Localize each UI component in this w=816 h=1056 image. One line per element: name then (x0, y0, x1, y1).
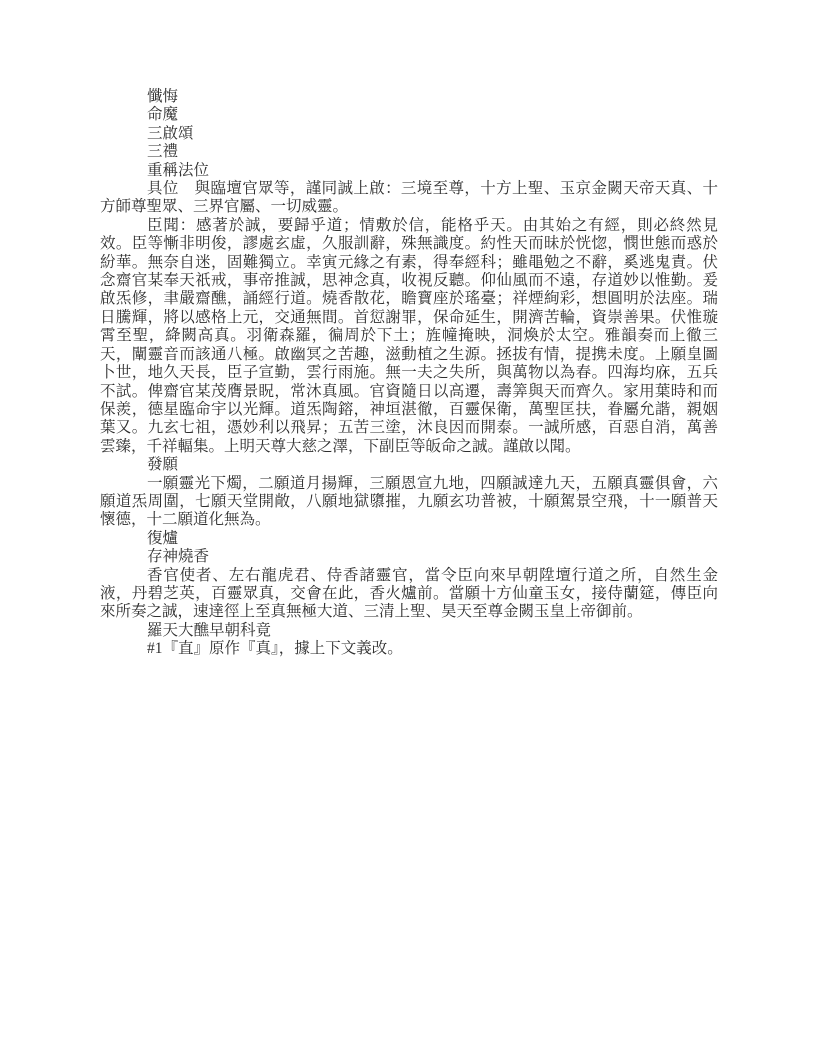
heading-fulu: 復爐 (147, 529, 179, 547)
paragraph-twelve-vows: 一願靈光下燭，二願道月揚輝，三願恩宣九地，四願誠達九天，五願真靈俱會，六願道炁周圍，七願天堂開敞，八願地獄隳摧，九願玄功普被，十願駕景空飛，十一願普天懷德，十二願道化無為。 (100, 474, 718, 529)
heading-fayuan: 發願 (147, 456, 179, 474)
heading-chongchengfawei: 重稱法位 (147, 161, 210, 179)
heading-sanli: 三禮 (147, 143, 179, 161)
heading-cunshen-shaoxiang: 存神燒香 (147, 548, 210, 566)
heading-mingmo: 命魔 (147, 106, 179, 124)
paragraph-incense-officials: 香官使者、左右龍虎君、侍香諸靈官，當令臣向來早朝陞壇行道之所，自然生金液，丹碧芝英，百靈眾真，交會在此，香火爐前。當願十方仙童玉女，接侍蘭筵，傳臣向來所奏之誠，速達徑上至真無極大道、三清上聖、昊天至尊金闕玉皇上帝御前。 (100, 566, 718, 621)
heading-sanqisong: 三啟頌 (147, 124, 194, 142)
paragraph-juwei-invocation: 具位 與臨壇官眾等，謹同誠上啟：三境至尊，十方上聖、玉京金闕天帝天真、十方師尊聖眾、三界官屬、一切威靈。 (100, 180, 718, 216)
text-block (100, 88, 718, 659)
footnote-textual-note: #1『直』原作『真』，據上下文義改。 (147, 640, 403, 658)
line-scripture-end: 羅天大醮早朝科竟 (147, 621, 272, 639)
heading-chanhui: 懺悔 (147, 88, 179, 105)
paragraph-chenwen-memorial: 臣聞：感著於誠，要歸乎道；情敷於信，能格乎天。由其始之有經，則必終然見效。臣等慚非明俊，謬處玄虛，久服訓辭，殊無識度。約性天而昧於恍惚，憫世態而惑於紛華。無奈自迷，固難獨立。幸寅元緣之有素，得奉經科；雖黽勉之不辭，奚逃鬼責。伏念齋官某奉天祇戒，事帝推誠，思神念真，收視反聽。仰仙風而不遠，存道妙以惟勤。爰啟炁修，聿嚴齋醮，誦經行道。燒香散花，瞻寶座於瑤臺；祥煙絢彩，想圓明於法座。瑞日騰輝，將以感格上元，交通無間。首愆謝罪，保命延生，開濟苦輪，資崇善果。伏惟璇霄至聖，絳闕高真。羽衛森羅，徧周於下土；旌幢掩映，洞煥於太空。雅韻奏而上徹三天，闡靈音而該通八極。啟幽冥之苦趣，滋動植之生源。拯拔有情，提携未度。上願皇圖卜世，地久天長，臣子宣勤，雲行雨施。無一夫之失所，與萬物以為春。四海均庥，五兵不試。俾齋官某茂膺景眖，常沐真風。官資隨日以高遷，壽筭與天而齊久。家用葉時和而保羨，德星臨命宇以光輝。道炁陶鎔，神垣湛徹，百靈保衛，萬聖匡扶，眷屬允諧，親姻葉又。九玄七祖，憑妙利以飛昇；五苦三塗，沐良因而開泰。一誠所感，百惡自消，萬善雲臻，千祥輻集。上明天尊大慈之澤，下副臣等皈命之誠。謹啟以聞。 (100, 216, 718, 455)
